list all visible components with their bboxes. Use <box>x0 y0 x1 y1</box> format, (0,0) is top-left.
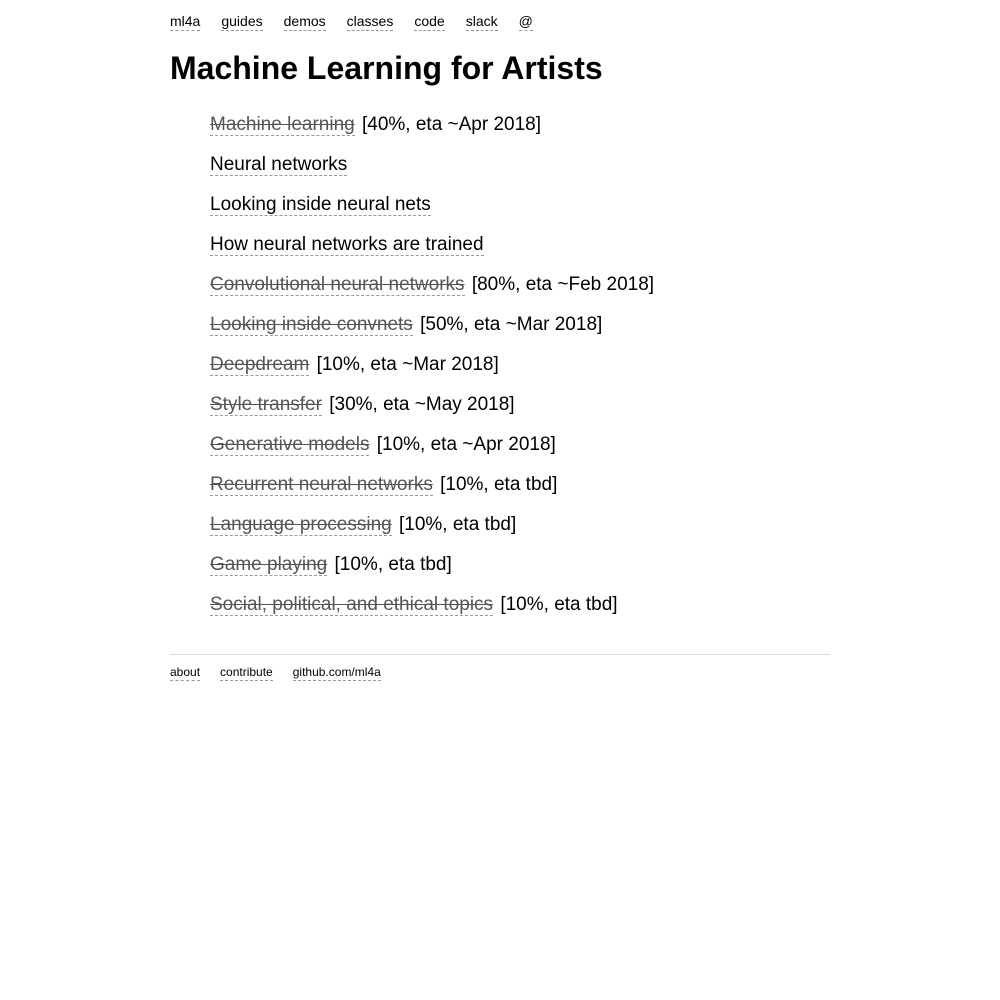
chapter-link-looking-inside-neural-nets[interactable]: Looking inside neural nets <box>210 194 431 215</box>
chapter-item <box>210 430 654 470</box>
nav-link-demos[interactable]: demos <box>283 13 326 29</box>
chapter-link-machine-learning[interactable]: Machine learning <box>210 114 355 135</box>
chapter-item <box>210 390 654 430</box>
chapter-item <box>210 310 654 350</box>
top-nav <box>170 13 533 31</box>
nav-link-guides[interactable]: guides <box>221 13 263 29</box>
chapter-status: [10%, eta tbd] <box>398 514 517 535</box>
chapter-status: [10%, eta ~Apr 2018] <box>376 434 556 455</box>
chapter-status: [10%, eta tbd] <box>334 554 452 575</box>
chapter-link-deepdream[interactable]: Deepdream <box>210 354 310 375</box>
chapter-item <box>210 470 654 510</box>
footer-link-about[interactable]: about <box>170 665 201 679</box>
chapter-link-how-neural-networks-are-trained[interactable]: How neural networks are trained <box>210 234 484 255</box>
chapter-link-game-playing[interactable]: Game playing <box>210 554 328 575</box>
chapter-link-looking-inside-convnets[interactable]: Looking inside convnets <box>210 314 413 335</box>
footer-nav <box>170 665 381 681</box>
nav-link-ml4a[interactable]: ml4a <box>170 13 201 29</box>
chapter-item <box>210 110 654 150</box>
chapter-list <box>210 110 654 630</box>
chapter-item <box>210 590 654 630</box>
chapter-item <box>210 150 654 190</box>
footer-link-github[interactable]: github.com/ml4a <box>292 665 381 679</box>
chapter-item <box>210 270 654 310</box>
chapter-status: [40%, eta ~Apr 2018] <box>361 114 542 135</box>
nav-link-code[interactable]: code <box>414 13 445 29</box>
nav-link-classes[interactable]: classes <box>346 13 394 29</box>
chapter-item <box>210 230 654 270</box>
chapter-status: [80%, eta ~Feb 2018] <box>471 274 655 295</box>
chapter-status: [30%, eta ~May 2018] <box>329 394 515 415</box>
chapter-item <box>210 350 654 390</box>
chapter-item <box>210 510 654 550</box>
chapter-link-language-processing[interactable]: Language processing <box>210 514 392 535</box>
chapter-link-neural-networks[interactable]: Neural networks <box>210 154 348 175</box>
page-title: Machine Learning for Artists <box>170 50 603 86</box>
chapter-link-social-political-ethical-topics[interactable]: Social, political, and ethical topics <box>210 594 494 615</box>
chapter-status: [10%, eta tbd] <box>440 474 558 495</box>
footer-link-contribute[interactable]: contribute <box>220 665 273 679</box>
footer-divider <box>170 654 830 655</box>
chapter-status: [10%, eta ~Mar 2018] <box>316 354 499 375</box>
chapter-link-generative-models[interactable]: Generative models <box>210 434 370 455</box>
chapter-link-style-transfer[interactable]: Style transfer <box>210 394 322 415</box>
chapter-status: [50%, eta ~Mar 2018] <box>420 314 603 335</box>
nav-link-slack[interactable]: slack <box>465 13 498 29</box>
chapter-status: [10%, eta tbd] <box>500 594 618 615</box>
chapter-item <box>210 550 654 590</box>
chapter-item <box>210 190 654 230</box>
chapter-link-recurrent-neural-networks[interactable]: Recurrent neural networks <box>210 474 433 495</box>
nav-link-contact[interactable]: @ <box>518 13 533 29</box>
chapter-link-convolutional-neural-networks[interactable]: Convolutional neural networks <box>210 274 465 295</box>
